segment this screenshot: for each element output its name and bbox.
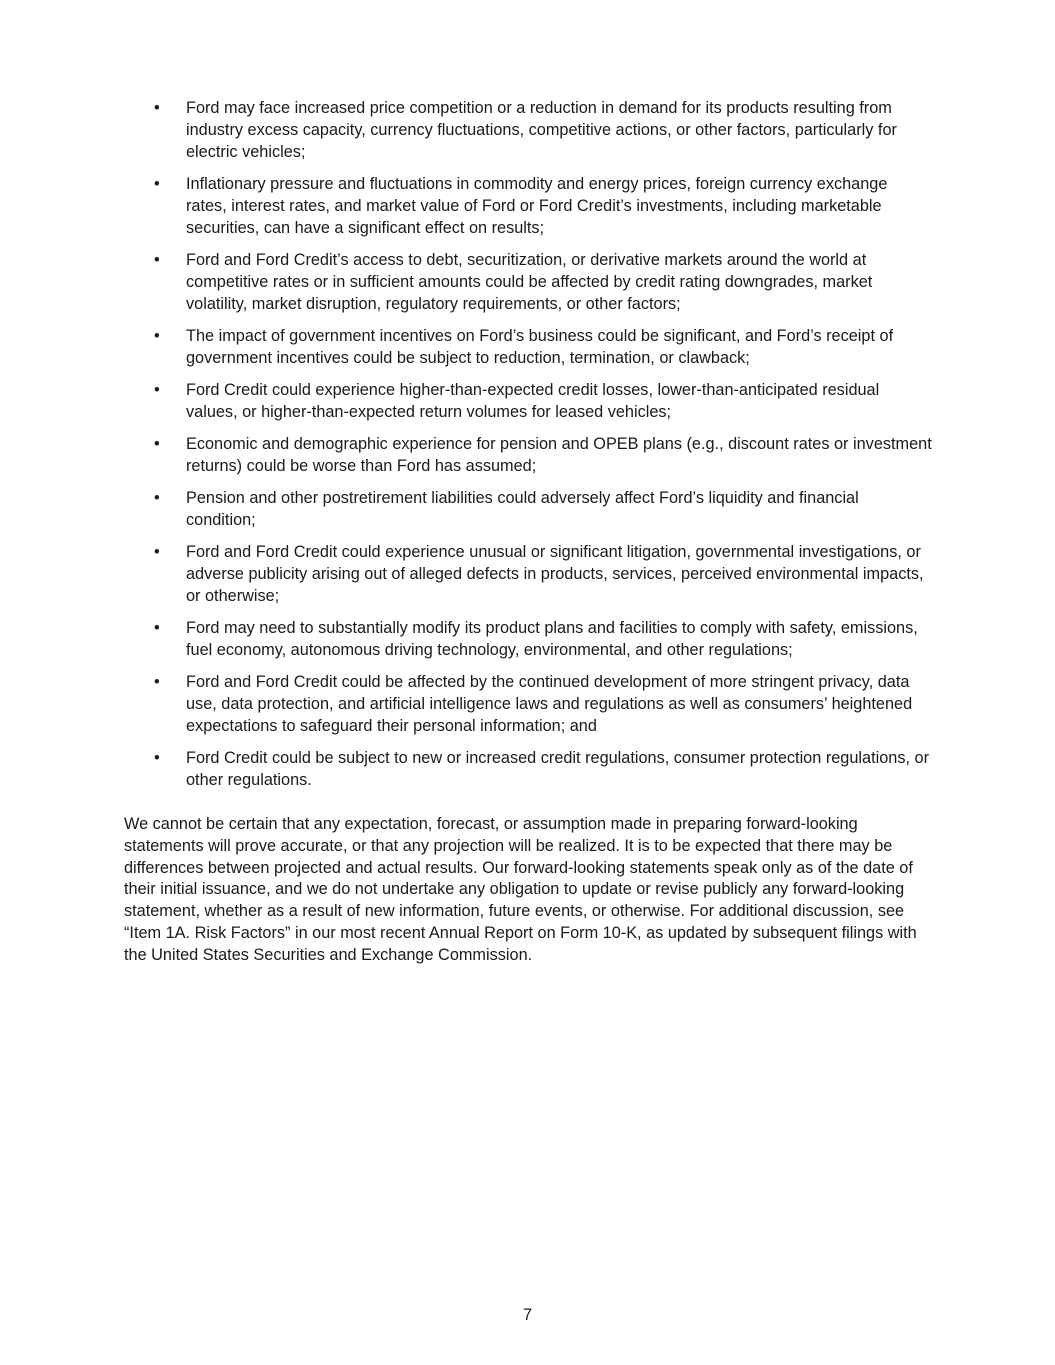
bullet-icon: • [154,99,160,117]
closing-paragraph: We cannot be certain that any expectation, forecast, or assumption made in preparing forward-looking statements will prove accurate, or that any projection will be realized. It is to be expected that there may be differences between projected and actual results. Our forward-looking statements speak only as of the date of their initial issuance, and we do not undertake any obligation to update or revise publicly any forward-looking statement, whether as a result of new information, future events, or otherwise. For additional discussion, see “Item 1A. Risk Factors” in our most recent Annual Report on Form 10-K, as updated by subsequent filings with the United States Securities and Exchange Commission. [124,815,917,964]
list-item [124,325,932,369]
list-item-text: Ford Credit could experience higher-than-expected credit losses, lower-than-anticipated residual values, or higher-than-expected return volumes for leased vehicles; [186,381,880,421]
list-item-text: Ford and Ford Credit’s access to debt, securitization, or derivative markets around the world at competitive rates or in sufficient amounts could be affected by credit rating downgrades, market volatility, market disruption, regulatory requirements, or other factors; [186,251,873,313]
list-item [124,433,932,477]
list-item-text: Ford may need to substantially modify its product plans and facilities to comply with safety, emissions, fuel economy, autonomous driving technology, environmental, and other regulations; [186,619,918,659]
list-item [124,541,932,607]
list-item [124,249,932,315]
bullet-icon: • [154,381,160,399]
list-item-text: The impact of government incentives on Ford’s business could be significant, and Ford’s receipt of government incentives could be subject to reduction, termination, or clawback; [186,327,894,367]
bullet-icon: • [154,327,160,345]
list-item [124,747,932,791]
list-item-text: Ford may face increased price competition or a reduction in demand for its products resulting from industry excess capacity, currency fluctuations, competitive actions, or other factors, particularly for electric vehicles; [186,99,897,161]
list-item-text: Inflationary pressure and fluctuations in commodity and energy prices, foreign currency exchange rates, interest rates, and market value of Ford or Ford Credit’s investments, including marketable securities, can have a significant effect on results; [186,175,888,237]
risk-factor-list [124,97,932,791]
list-item-text: Ford Credit could be subject to new or increased credit regulations, consumer protection regulations, or other regulations. [186,749,929,789]
bullet-icon: • [154,489,160,507]
list-item [124,617,932,661]
bullet-icon: • [154,175,160,193]
list-item-text: Pension and other postretirement liabilities could adversely affect Ford’s liquidity and financial condition; [186,489,859,529]
list-item-text: Ford and Ford Credit could experience unusual or significant litigation, governmental investigations, or adverse publicity arising out of alleged defects in products, services, perceived environmental impacts, or otherwise; [186,543,924,605]
list-item [124,671,932,737]
bullet-icon: • [154,673,160,691]
list-item [124,379,932,423]
list-item [124,173,932,239]
bullet-icon: • [154,435,160,453]
bullet-icon: • [154,543,160,561]
bullet-icon: • [154,619,160,637]
list-item-text: Ford and Ford Credit could be affected by the continued development of more stringent privacy, data use, data protection, and artificial intelligence laws and regulations as well as consumers’ heightened expectations to safeguard their personal information; and [186,673,913,735]
page-content [124,97,932,967]
list-item-text: Economic and demographic experience for pension and OPEB plans (e.g., discount rates or investment returns) could be worse than Ford has assumed; [186,435,932,475]
page-number: 7 [522,1306,533,1324]
bullet-icon: • [154,749,160,767]
bullet-icon: • [154,251,160,269]
list-item [124,97,932,163]
list-item [124,487,932,531]
